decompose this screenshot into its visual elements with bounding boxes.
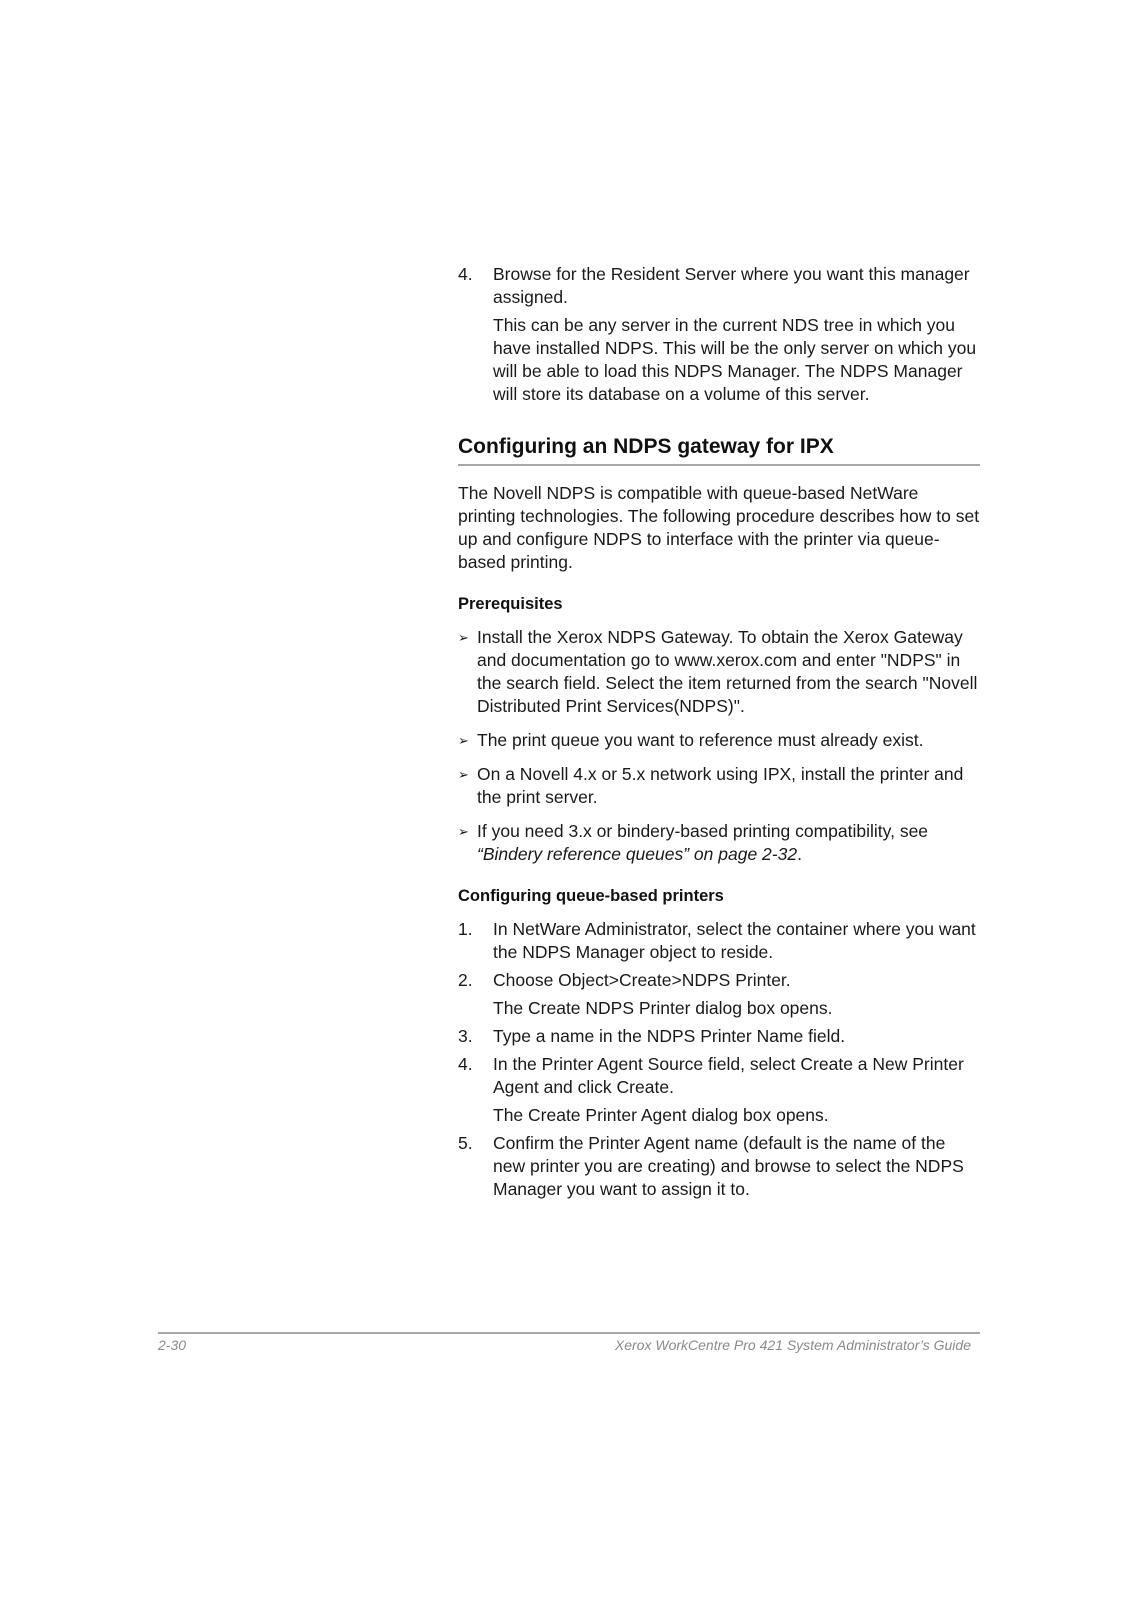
step-number: 3. <box>458 1026 473 1046</box>
step-note: The Create NDPS Printer dialog box opens. <box>493 998 833 1018</box>
list-item <box>458 820 980 866</box>
list-item <box>458 729 980 752</box>
list-item <box>458 626 980 718</box>
arrow-bullet-icon: ➢ <box>458 767 469 782</box>
step-number: 4. <box>458 1054 473 1074</box>
list-item <box>458 1132 980 1201</box>
step-number: 4. <box>458 264 473 284</box>
footer-divider <box>158 1332 980 1334</box>
step-text: Type a name in the NDPS Printer Name field. <box>493 1026 846 1046</box>
list-item <box>458 1053 980 1099</box>
step-text: In the Printer Agent Source field, select Create a New Printer Agent and click Create. <box>493 1054 964 1097</box>
step-note: The Create Printer Agent dialog box opens. <box>493 1105 829 1125</box>
bullet-text <box>477 820 980 866</box>
guide-title: Xerox WorkCentre Pro 421 System Administrator’s Guide <box>614 1337 971 1353</box>
page-content <box>458 263 980 1206</box>
step-number: 2. <box>458 970 473 990</box>
step-note: This can be any server in the current NDS tree in which you have installed NDPS. This will be the only server on which you will be able to load this NDPS Manager. The NDPS Manager will store its database on a volume of this server. <box>493 315 977 404</box>
bullet-text: On a Novell 4.x or 5.x network using IPX, install the printer and the print server. <box>477 764 964 807</box>
step-text: Choose Object>Create>NDPS Printer. <box>493 970 791 990</box>
heading-divider <box>458 464 980 466</box>
bullet-text: Install the Xerox NDPS Gateway. To obtain the Xerox Gateway and documentation go to www.xerox.com and enter "NDPS" in the search field. Select the item returned from the search "Novell Distributed Print Services(NDPS)". <box>477 627 978 716</box>
section-intro: The Novell NDPS is compatible with queue-based NetWare printing technologies. The following procedure describes how to set up and configure NDPS to interface with the printer via queue-based printing. <box>458 483 980 572</box>
arrow-bullet-icon: ➢ <box>458 733 469 748</box>
list-item <box>458 918 980 964</box>
bullet-text-prefix: If you need 3.x or bindery-based printing compatibility, see <box>477 821 929 841</box>
step-number: 1. <box>458 919 473 939</box>
step-number: 5. <box>458 1133 473 1153</box>
list-item <box>458 969 980 992</box>
list-item <box>458 263 980 309</box>
bullet-text-suffix: . <box>797 844 802 864</box>
list-item <box>458 763 980 809</box>
queue-printers-heading: Configuring queue-based printers <box>458 887 724 905</box>
bullet-text: The print queue you want to reference must already exist. <box>477 730 924 750</box>
step-text: Browse for the Resident Server where you want this manager assigned. <box>493 264 970 307</box>
arrow-bullet-icon: ➢ <box>458 824 469 839</box>
section-title: Configuring an NDPS gateway for IPX <box>458 435 834 458</box>
cross-reference-link[interactable]: “Bindery reference queues” on page 2-32 <box>477 844 798 864</box>
page-number: 2-30 <box>158 1337 187 1353</box>
prerequisites-heading: Prerequisites <box>458 595 563 613</box>
steps-list <box>458 918 980 1201</box>
arrow-bullet-icon: ➢ <box>458 630 469 645</box>
step-text: In NetWare Administrator, select the container where you want the NDPS Manager object to reside. <box>493 919 976 962</box>
list-item <box>458 1025 980 1048</box>
step-text: Confirm the Printer Agent name (default is the name of the new printer you are creating) and browse to select the NDPS Manager you want to assign it to. <box>493 1133 964 1199</box>
